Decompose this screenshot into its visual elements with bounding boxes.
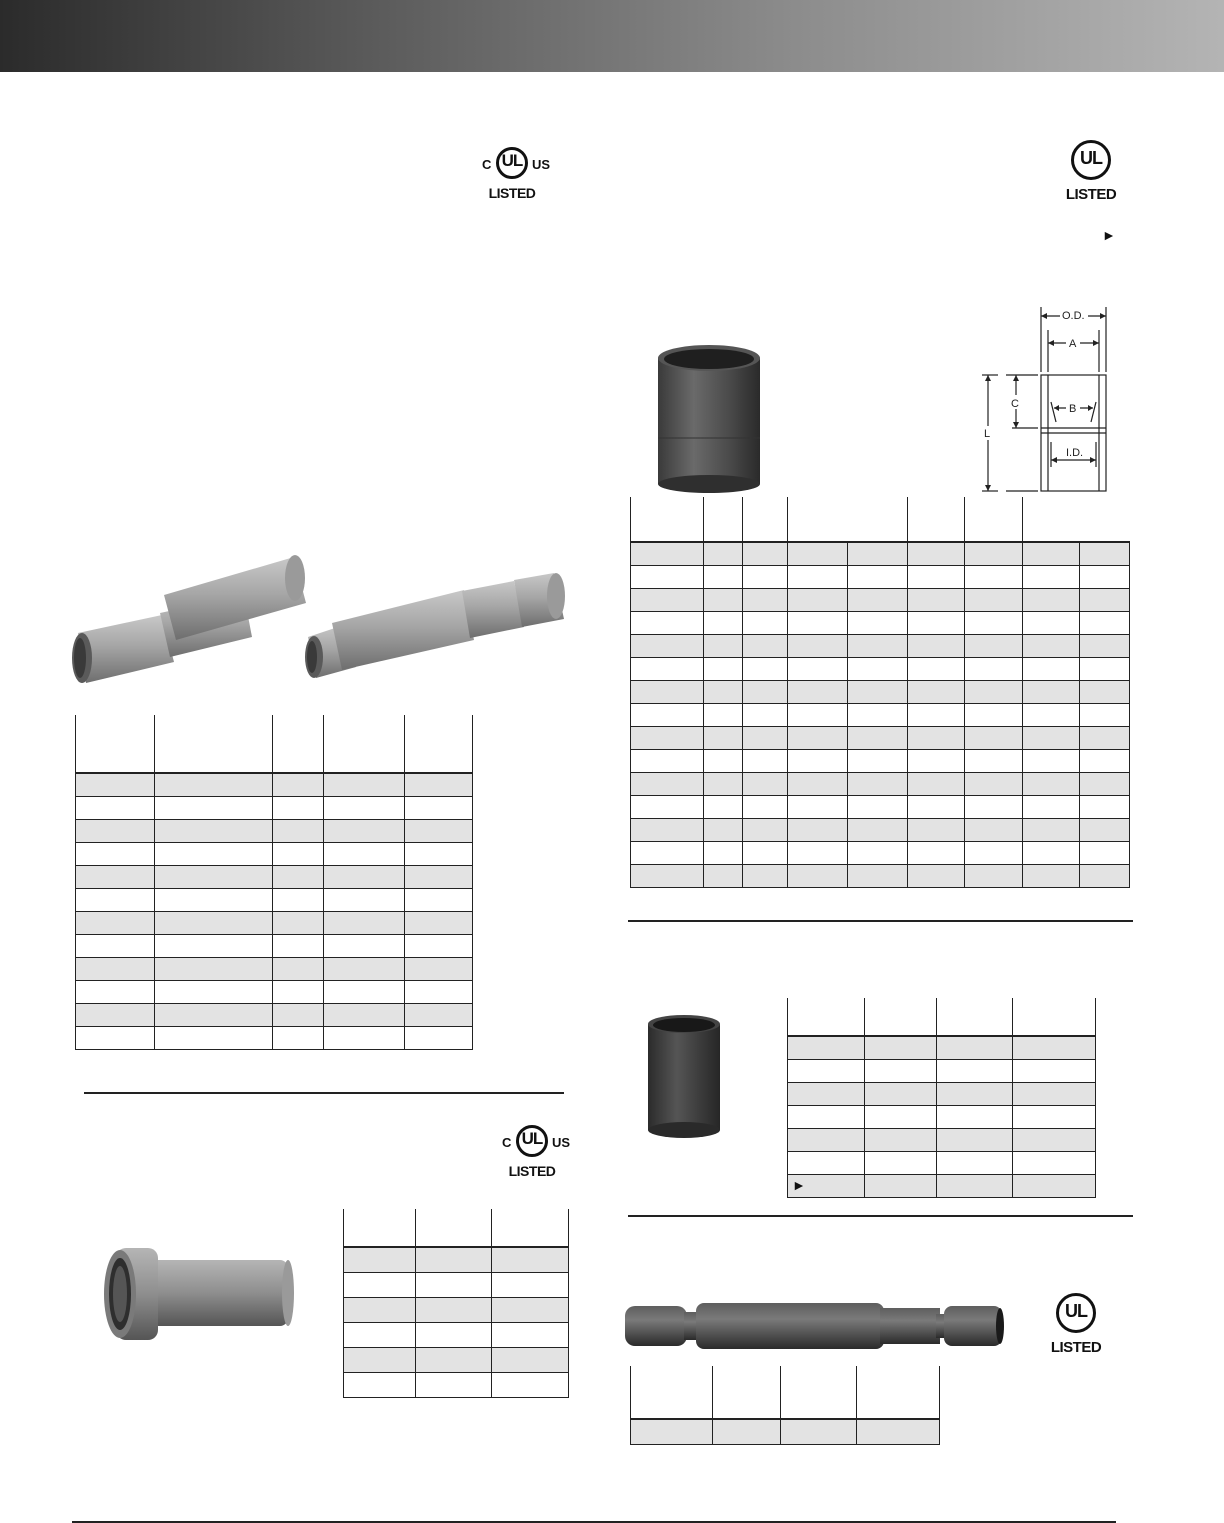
coupling-icon	[658, 345, 760, 493]
ul-listed-label: LISTED	[508, 1163, 556, 1179]
table-row	[631, 542, 1130, 566]
table-row	[788, 1129, 1096, 1152]
table-row	[344, 1273, 569, 1298]
short-coupling-table	[787, 998, 1096, 1198]
table-row	[788, 1152, 1096, 1175]
diagram-a-label: A	[1069, 338, 1077, 350]
adapter-product-image	[100, 1240, 300, 1350]
table-row	[344, 1247, 569, 1273]
table-row	[76, 912, 473, 935]
expansion-joint-left-icon	[72, 555, 306, 683]
ul-us-label: US	[552, 1135, 571, 1150]
long-expansion-joint-table	[630, 1366, 940, 1445]
table-row	[344, 1348, 569, 1373]
adapter-icon	[104, 1248, 294, 1340]
table-row	[631, 796, 1130, 819]
table-row	[631, 658, 1130, 681]
header-bar	[0, 0, 1224, 72]
table-row	[631, 566, 1130, 589]
table-row	[76, 797, 473, 820]
coupling-table	[630, 497, 1130, 888]
short-coupling-product-image	[644, 1012, 724, 1140]
table-row	[344, 1373, 569, 1398]
table-row	[631, 842, 1130, 865]
table-row	[76, 935, 473, 958]
table-header-row	[788, 998, 1096, 1036]
coupling-product-image	[650, 340, 770, 495]
table-row	[76, 866, 473, 889]
ul-letters: UL	[1065, 1301, 1087, 1321]
ul-listed-mark	[1036, 1293, 1116, 1363]
section-divider	[628, 920, 1133, 922]
short-coupling-icon	[648, 1015, 720, 1138]
ul-letters: UL	[501, 151, 523, 170]
table-row	[76, 958, 473, 981]
diagram-l-label: L	[984, 428, 991, 440]
table-row	[631, 727, 1130, 750]
table-row	[344, 1298, 569, 1323]
section-divider	[84, 1092, 564, 1094]
table-row	[76, 1004, 473, 1027]
table-row	[788, 1060, 1096, 1083]
table-row	[631, 612, 1130, 635]
table-row	[631, 750, 1130, 773]
table-row	[344, 1323, 569, 1348]
diagram-id-label: I.D.	[1066, 447, 1084, 459]
table-header-row	[76, 715, 473, 773]
ul-listed-mark	[1051, 140, 1131, 210]
table-row	[788, 1106, 1096, 1129]
table-row	[631, 1419, 940, 1445]
note-arrow-icon: ►	[1102, 227, 1116, 243]
table-header-row	[631, 1366, 940, 1419]
ul-listed-label: LISTED	[488, 185, 536, 201]
section-divider	[628, 1215, 1133, 1217]
ul-listed-mark	[474, 147, 554, 217]
ul-letters: UL	[521, 1129, 543, 1148]
ul-listed-mark	[494, 1125, 574, 1195]
table-row	[631, 865, 1130, 888]
table-row	[631, 681, 1130, 704]
table-row	[631, 819, 1130, 842]
table-row	[631, 635, 1130, 658]
ul-us-label: US	[532, 157, 551, 172]
table-header-row	[631, 497, 1130, 542]
table-row	[76, 981, 473, 1004]
expansion-joint-right-icon	[305, 573, 565, 678]
long-expansion-joint-icon	[625, 1303, 1004, 1349]
expansion-joint-table	[75, 715, 473, 1050]
table-header-row	[344, 1209, 569, 1247]
ul-listed-label: LISTED	[1050, 1339, 1102, 1356]
table-row	[76, 773, 473, 797]
diagram-b-label: B	[1069, 403, 1077, 415]
row-arrow-icon: ►	[792, 1177, 806, 1193]
table-row	[631, 773, 1130, 796]
table-row	[76, 820, 473, 843]
table-row	[631, 704, 1130, 727]
ul-letters: UL	[1080, 148, 1102, 168]
table-row	[788, 1175, 1096, 1198]
table-row	[76, 889, 473, 912]
table-row	[788, 1036, 1096, 1060]
diagram-c-label: C	[1011, 398, 1019, 410]
table-row	[631, 589, 1130, 612]
long-expansion-joint-product-image	[622, 1300, 1007, 1352]
adapter-table	[343, 1209, 569, 1398]
ul-listed-label: LISTED	[1065, 186, 1117, 203]
table-row	[76, 843, 473, 866]
ul-c-label: C	[502, 1135, 512, 1150]
expansion-joint-product-image	[64, 545, 574, 695]
diagram-od-label: O.D.	[1062, 310, 1085, 322]
coupling-dimension-diagram	[978, 302, 1118, 497]
table-row	[76, 1027, 473, 1050]
ul-c-label: C	[482, 157, 492, 172]
table-row	[788, 1083, 1096, 1106]
